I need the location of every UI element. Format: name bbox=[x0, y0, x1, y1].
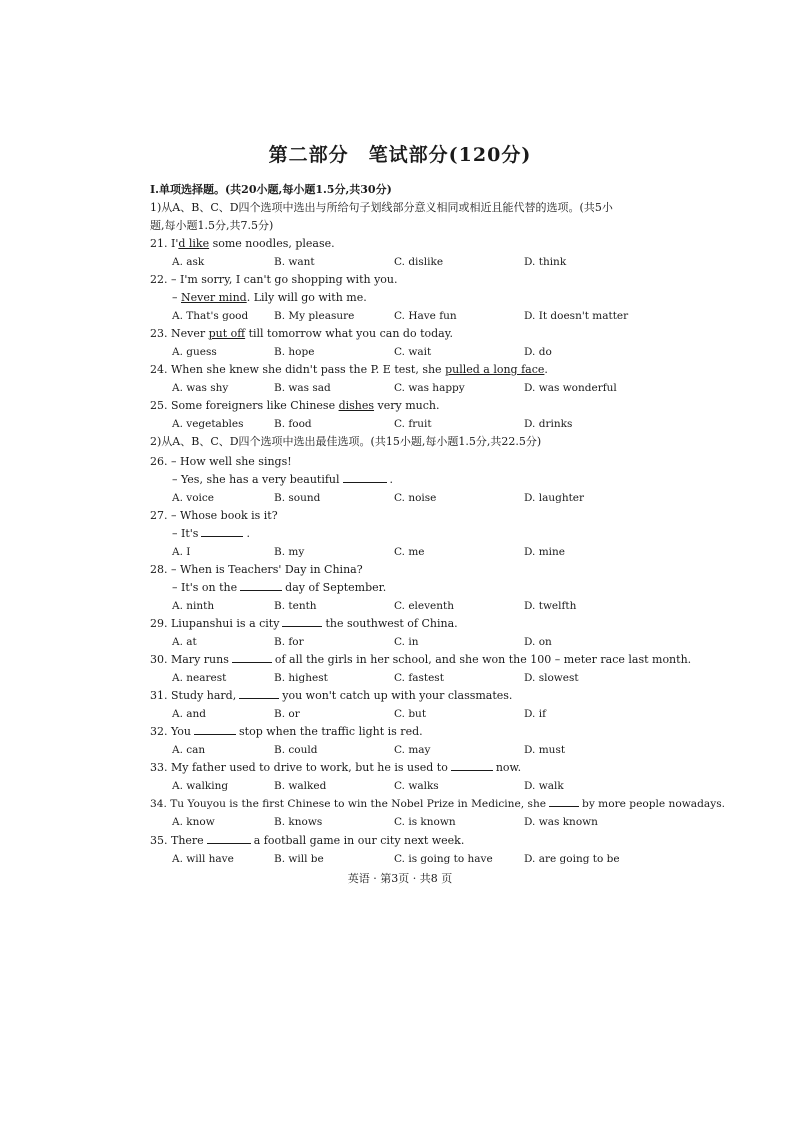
q34-option-d: D. was known bbox=[524, 816, 598, 828]
q23-option-d: D. do bbox=[524, 346, 552, 358]
q21-underlined: d like bbox=[178, 237, 210, 250]
q32-option-d: D. must bbox=[524, 744, 566, 756]
q28-option-d: D. twelfth bbox=[524, 600, 577, 612]
question-32 bbox=[150, 725, 423, 739]
q24-option-c: C. was happy bbox=[394, 382, 465, 394]
q25-option-d: D. drinks bbox=[524, 418, 573, 430]
q25-option-b: B. food bbox=[274, 418, 312, 430]
q22-text-end: . Lily will go with me. bbox=[246, 291, 367, 304]
answer-blank bbox=[451, 761, 493, 771]
q31-option-d: D. if bbox=[524, 708, 546, 720]
q21-option-d: D. think bbox=[524, 256, 567, 268]
page-footer: 英语 · 第3页 · 共8 页 bbox=[347, 872, 453, 885]
q27-text-end: . bbox=[246, 527, 250, 540]
q33-option-b: B. walked bbox=[274, 780, 327, 792]
q30-option-a: A. nearest bbox=[172, 672, 227, 684]
q31-option-a: A. and bbox=[172, 708, 207, 720]
q23-text-end: till tomorrow what you can do today. bbox=[245, 327, 453, 340]
page-title: 第二部分 笔试部分(120分) bbox=[268, 144, 532, 166]
q35-option-d: D. are going to be bbox=[524, 853, 620, 865]
q21-option-b: B. want bbox=[274, 256, 315, 268]
q32-text-end: stop when the traffic light is red. bbox=[239, 725, 423, 738]
question-24 bbox=[150, 363, 548, 377]
question-21 bbox=[150, 237, 335, 251]
answer-blank bbox=[239, 689, 279, 699]
q23-option-c: C. wait bbox=[394, 346, 432, 358]
q21-option-a: A. ask bbox=[172, 256, 205, 268]
section-heading: Ⅰ.单项选择题。(共20小题,每小题1.5分,共30分) bbox=[150, 183, 392, 196]
q22-option-c: C. Have fun bbox=[394, 310, 457, 322]
q26-option-d: D. laughter bbox=[524, 492, 585, 504]
question-28-reply bbox=[172, 581, 386, 595]
question-28: 28. – When is Teachers' Day in China? bbox=[150, 563, 363, 576]
q28-text-end: day of September. bbox=[285, 581, 387, 594]
q28-option-b: B. tenth bbox=[274, 600, 317, 612]
q32-option-c: C. may bbox=[394, 744, 431, 756]
q21-text: 21. I' bbox=[150, 237, 179, 250]
answer-blank bbox=[282, 617, 322, 627]
q25-option-c: C. fruit bbox=[394, 418, 432, 430]
q29-option-d: D. on bbox=[524, 636, 552, 648]
q25-option-a: A. vegetables bbox=[172, 418, 244, 430]
answer-blank bbox=[343, 473, 387, 483]
q24-text: 24. When she knew she didn't pass the P. E test, she bbox=[150, 363, 446, 376]
question-23 bbox=[150, 327, 453, 341]
question-29 bbox=[150, 617, 458, 631]
q35-option-c: C. is going to have bbox=[394, 853, 493, 865]
q28-option-a: A. ninth bbox=[172, 600, 215, 612]
q34-option-c: C. is known bbox=[394, 816, 456, 828]
q35-option-a: A. will have bbox=[172, 853, 234, 865]
question-35 bbox=[150, 834, 464, 848]
question-27-reply bbox=[172, 527, 250, 541]
q28-option-c: C. eleventh bbox=[394, 600, 455, 612]
q22-underlined: Never mind bbox=[181, 291, 247, 304]
q27-text: – It's bbox=[172, 527, 199, 540]
q30-text: 30. Mary runs bbox=[150, 653, 229, 666]
q28-text: – It's on the bbox=[172, 581, 238, 594]
q25-text-end: very much. bbox=[374, 399, 440, 412]
q26-option-c: C. noise bbox=[394, 492, 437, 504]
part1-instruction-line1: 1)从A、B、C、D四个选项中选出与所给句子划线部分意义相同或相近且能代替的选项。(共5小 bbox=[150, 201, 613, 214]
q35-text: 35. There bbox=[150, 834, 204, 847]
q30-option-b: B. highest bbox=[274, 672, 328, 684]
question-26-reply bbox=[172, 473, 393, 487]
answer-blank bbox=[232, 653, 272, 663]
q32-text: 32. You bbox=[150, 725, 192, 738]
q27-option-d: D. mine bbox=[524, 546, 566, 558]
q25-text: 25. Some foreigners like Chinese bbox=[150, 399, 339, 412]
question-30 bbox=[150, 653, 691, 667]
q31-text: 31. Study hard, bbox=[150, 689, 237, 702]
q29-option-a: A. at bbox=[172, 636, 197, 648]
q22-option-d: D. It doesn't matter bbox=[524, 310, 629, 322]
q27-option-b: B. my bbox=[274, 546, 305, 558]
q26-option-a: A. voice bbox=[172, 492, 214, 504]
q31-text-end: you won't catch up with your classmates. bbox=[282, 689, 513, 702]
q24-text-end: . bbox=[544, 363, 548, 376]
answer-blank bbox=[207, 834, 251, 844]
q32-option-b: B. could bbox=[274, 744, 318, 756]
answer-blank bbox=[201, 527, 243, 537]
q26-option-b: B. sound bbox=[274, 492, 321, 504]
q29-option-c: C. in bbox=[394, 636, 419, 648]
question-25 bbox=[150, 399, 439, 413]
question-33 bbox=[150, 761, 521, 775]
q26-text-end: . bbox=[389, 473, 394, 486]
q24-option-a: A. was shy bbox=[172, 382, 229, 394]
question-34 bbox=[150, 797, 725, 811]
q34-text-end: by more people nowadays. bbox=[582, 798, 726, 810]
q33-text-end: now. bbox=[495, 761, 522, 774]
q31-option-b: B. or bbox=[274, 708, 300, 720]
q32-option-a: A. can bbox=[172, 744, 206, 756]
q31-option-c: C. but bbox=[394, 708, 427, 720]
q33-text: 33. My father used to drive to work, but he is used to bbox=[150, 761, 448, 774]
part2-instruction: 2)从A、B、C、D四个选项中选出最佳选项。(共15小题,每小题1.5分,共22.5分) bbox=[150, 435, 542, 448]
question-31 bbox=[150, 689, 512, 703]
q34-option-a: A. know bbox=[172, 816, 215, 828]
q30-option-d: D. slowest bbox=[524, 672, 579, 684]
q23-option-b: B. hope bbox=[274, 346, 315, 358]
q33-option-a: A. walking bbox=[172, 780, 229, 792]
q35-option-b: B. will be bbox=[274, 853, 324, 865]
q22-dash: – bbox=[172, 291, 181, 304]
q24-option-b: B. was sad bbox=[274, 382, 331, 394]
answer-blank bbox=[240, 581, 282, 591]
q27-option-c: C. me bbox=[394, 546, 425, 558]
question-22-reply bbox=[172, 291, 367, 305]
question-26: 26. – How well she sings! bbox=[150, 455, 292, 468]
q34-text: 34. Tu Youyou is the first Chinese to win the Nobel Prize in Medicine, she bbox=[150, 798, 547, 810]
q24-option-d: D. was wonderful bbox=[524, 382, 617, 394]
q33-option-d: D. walk bbox=[524, 780, 564, 792]
q30-option-c: C. fastest bbox=[394, 672, 444, 684]
q27-option-a: A. I bbox=[172, 546, 191, 558]
q21-option-c: C. dislike bbox=[394, 256, 444, 268]
answer-blank bbox=[549, 797, 579, 807]
q23-underlined: put off bbox=[208, 327, 246, 340]
q26-text: – Yes, she has a very beautiful bbox=[172, 473, 340, 486]
q35-text-end: a football game in our city next week. bbox=[253, 834, 465, 847]
q34-option-b: B. knows bbox=[274, 816, 323, 828]
q25-underlined: dishes bbox=[338, 399, 375, 412]
part1-instruction-line2: 题,每小题1.5分,共7.5分) bbox=[150, 219, 274, 232]
q21-text-end: some noodles, please. bbox=[209, 237, 335, 250]
q22-option-b: B. My pleasure bbox=[274, 310, 355, 322]
question-22: 22. – I'm sorry, I can't go shopping with you. bbox=[150, 273, 398, 286]
question-27: 27. – Whose book is it? bbox=[150, 509, 278, 522]
answer-blank bbox=[194, 725, 236, 735]
q24-underlined: pulled a long face bbox=[445, 363, 545, 376]
q29-text: 29. Liupanshui is a city bbox=[150, 617, 280, 630]
q29-text-end: the southwest of China. bbox=[325, 617, 458, 630]
q33-option-c: C. walks bbox=[394, 780, 439, 792]
q23-option-a: A. guess bbox=[172, 346, 217, 358]
q23-text: 23. Never bbox=[150, 327, 209, 340]
q29-option-b: B. for bbox=[274, 636, 304, 648]
q22-option-a: A. That's good bbox=[172, 310, 249, 322]
q30-text-end: of all the girls in her school, and she won the 100 – meter race last month. bbox=[274, 653, 692, 666]
